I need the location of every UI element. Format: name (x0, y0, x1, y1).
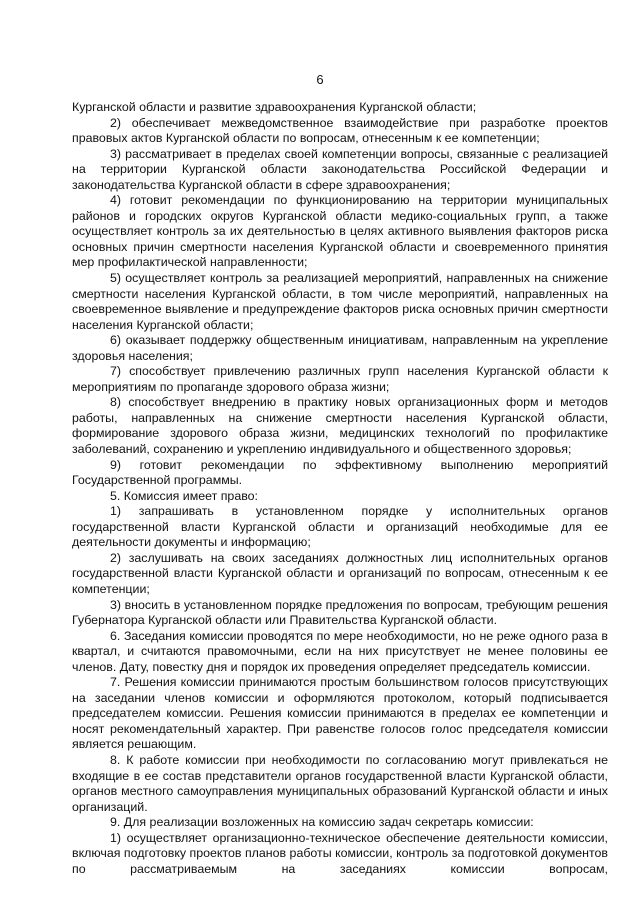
section-7: 7. Решения комиссии принимаются простым большинством голосов присутствующих на заседании членов комиссии и оформляются протоколом, который подписывается председателем комиссии. Решения комиссии принимаются в пределах ее компетенции и носят рекомендательный характер. При равенстве голосов голос председателя комиссии является решающим. (72, 675, 608, 752)
page-number: 6 (316, 72, 324, 87)
section-9-heading: 9. Для реализации возложенных на комиссию задач секретарь комиссии: (110, 815, 534, 830)
document-body (72, 100, 608, 877)
paragraph-item-7: 7) способствует привлечению различных групп населения Курганской области к мероприятиям по пропаганде здорового образа жизни; (72, 364, 608, 394)
section-5-item-3: 3) вносить в установленном порядке предложения по вопросам, требующим решения Губернатора Курганской области или Правительства Курганской области. (72, 597, 608, 628)
section-5-item-1: 1) запрашивать в установленном порядке у исполнительных органов государственной власти Курганской области и организаций необходимые для ее деятельности документы и информацию; (72, 504, 608, 550)
paragraph-item-4: 4) готовит рекомендации по функционированию на территории муниципальных районов и городских округов Курганской области медико-социальных групп, а также осуществляет контроль за их деятельностью в целях активного выявления факторов риска основных причин смертности населения Курганской области и своевременного принятия мер профилактической направленности; (72, 193, 608, 270)
section-8: 8. К работе комиссии при необходимости по согласованию могут привлекаться не входящие в ее состав представители органов государственной власти Курганской области, органов местного самоуправления муниципальных образований Курганской области и иных организаций. (72, 752, 608, 814)
paragraph-item-2: 2) обеспечивает межведомственное взаимодействие при разработке проектов правовых актов Курганской области по вопросам, отнесенным к ее компетенции; (72, 115, 608, 146)
paragraph-item-6: 6) оказывает поддержку общественным инициативам, направленным на укрепление здоровья населения; (72, 333, 608, 363)
paragraph-item-9: 9) готовит рекомендации по эффективному выполнению мероприятий Государственной программы. (72, 457, 608, 488)
paragraph-item-8: 8) способствует внедрению в практику новых организационных форм и методов работы, направленных на снижение смертности населения Курганской области, формирование здорового образа жизни, медицинских технологий по профилактике заболеваний, сохранению и укреплению индивидуального и общественного здоровья; (72, 395, 608, 457)
paragraph-item-5: 5) осуществляет контроль за реализацией мероприятий, направленных на снижение смертности населения Курганской области, в том числе мероприятий, направленных на своевременное выявление и предупреждение факторов риска основных причин смертности населения Курганской области; (72, 271, 608, 332)
paragraph-item-3: 3) рассматривает в пределах своей компетенции вопросы, связанные с реализацией на территории Курганской области законодательства Российской Федерации и законодательства Курганской области в сфере здравоохранения; (72, 146, 608, 192)
section-9-item-1: 1) осуществляет организационно-техническое обеспечение деятельности комиссии, включая подготовку проектов планов работы комиссии, контроль за подготовкой документов по рассматриваемым на заседаниях комиссии вопросам, (72, 830, 608, 876)
section-5-heading: 5. Комиссия имеет право: (110, 488, 258, 503)
paragraph-continuation: Курганской области и развитие здравоохранения Курганской области; (72, 100, 477, 114)
section-6: 6. Заседания комиссии проводятся по мере необходимости, но не реже одного раза в квартал, и считаются правомочными, если на них присутствует не менее половины ее членов. Дату, повестку дня и порядок их проведения определяет председатель комиссии. (72, 628, 608, 674)
section-5-item-2: 2) заслушивать на своих заседаниях должностных лиц исполнительных органов государственной власти Курганской области и организаций по вопросам, отнесенным к ее компетенции; (72, 550, 608, 596)
